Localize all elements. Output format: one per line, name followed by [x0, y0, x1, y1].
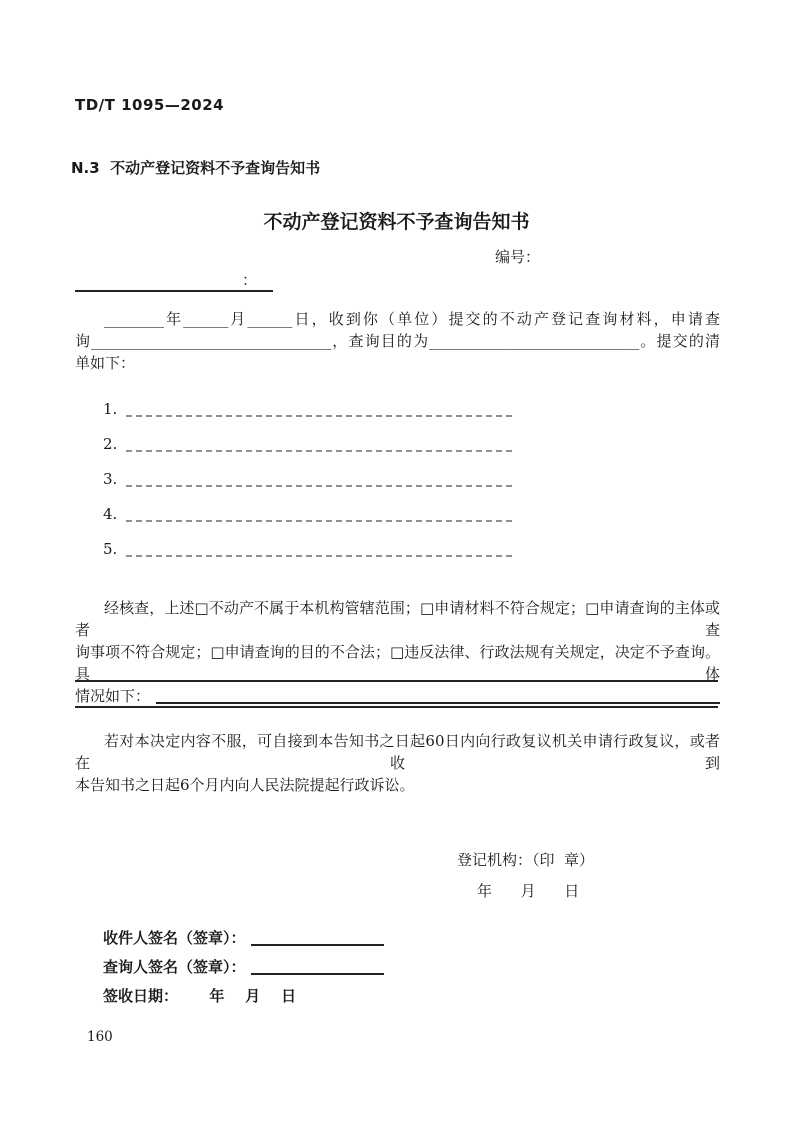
addressee-colon: ： — [241, 271, 257, 289]
item-number: 1. — [103, 400, 118, 418]
decision-line: 经核查，上述□不动产不属于本机构管辖范围；□申请材料不符合规定；□申请查询的主体或者查 — [75, 599, 720, 639]
item-number: 5. — [103, 540, 118, 558]
intro-line: 询________________________________，查询目的为____________________________。提交的清 — [75, 332, 720, 350]
blank-line — [126, 485, 512, 487]
list-item — [103, 503, 512, 525]
receipt-date-row — [103, 985, 384, 1007]
registration-authority-block — [457, 849, 594, 902]
signoff-block — [103, 927, 384, 1014]
intro-line: 单如下： — [75, 354, 136, 372]
inquirer-signature-label: 查询人签名（签章）： — [103, 958, 246, 976]
item-number: 4. — [103, 505, 118, 523]
receiver-signature-label: 收件人签名（签章）： — [103, 929, 246, 947]
details-label: 情况如下： — [75, 687, 151, 705]
blank-line — [126, 520, 512, 522]
decision-line — [75, 685, 720, 707]
list-item — [103, 433, 512, 455]
blank-line — [126, 415, 512, 417]
section-heading: N.3 不动产登记资料不予查询告知书 — [71, 159, 321, 177]
page-number: 160 — [87, 1029, 113, 1045]
standard-code: TD/T 1095—2024 — [75, 96, 225, 114]
authority-seal-line: 登记机构：（印 章） — [457, 851, 595, 869]
signature-line — [251, 973, 384, 975]
blank-rule-line — [75, 680, 718, 682]
intro-paragraph — [75, 308, 720, 374]
decision-line: 询事项不符合规定；□申请查询的目的不合法；□违反法律、行政法规有关规定，决定不予查询。具体 — [75, 643, 720, 683]
item-number: 3. — [103, 470, 118, 488]
signature-line — [251, 944, 384, 946]
number-label: 编号： — [495, 248, 541, 266]
inquirer-signature-row — [103, 956, 384, 978]
receipt-date-label: 签收日期： 年 月 日 — [103, 987, 297, 1005]
list-item — [103, 538, 512, 560]
submitted-items-list — [103, 398, 512, 573]
appeal-paragraph — [75, 730, 720, 796]
addressee-blank-line — [75, 268, 273, 292]
authority-date-line: 年 月 日 — [477, 882, 580, 900]
appeal-line: 若对本决定内容不服，可自接到本告知书之日起60日内向行政复议机关申请行政复议，或者在收到 — [75, 732, 720, 772]
form-title: 不动产登记资料不予查询告知书 — [263, 211, 530, 233]
list-item — [103, 468, 512, 490]
intro-line: ________年______月______日，收到你（单位）提交的不动产登记查询材料，申请查 — [104, 310, 720, 328]
blank-rule-line — [75, 706, 718, 708]
blank-line — [126, 450, 512, 452]
list-item — [103, 398, 512, 420]
blank-line — [156, 702, 720, 704]
blank-line — [126, 555, 512, 557]
receiver-signature-row — [103, 927, 384, 949]
item-number: 2. — [103, 435, 118, 453]
decision-paragraph — [75, 597, 720, 707]
appeal-line: 本告知书之日起6个月内向人民法院提起行政诉讼。 — [75, 776, 415, 794]
